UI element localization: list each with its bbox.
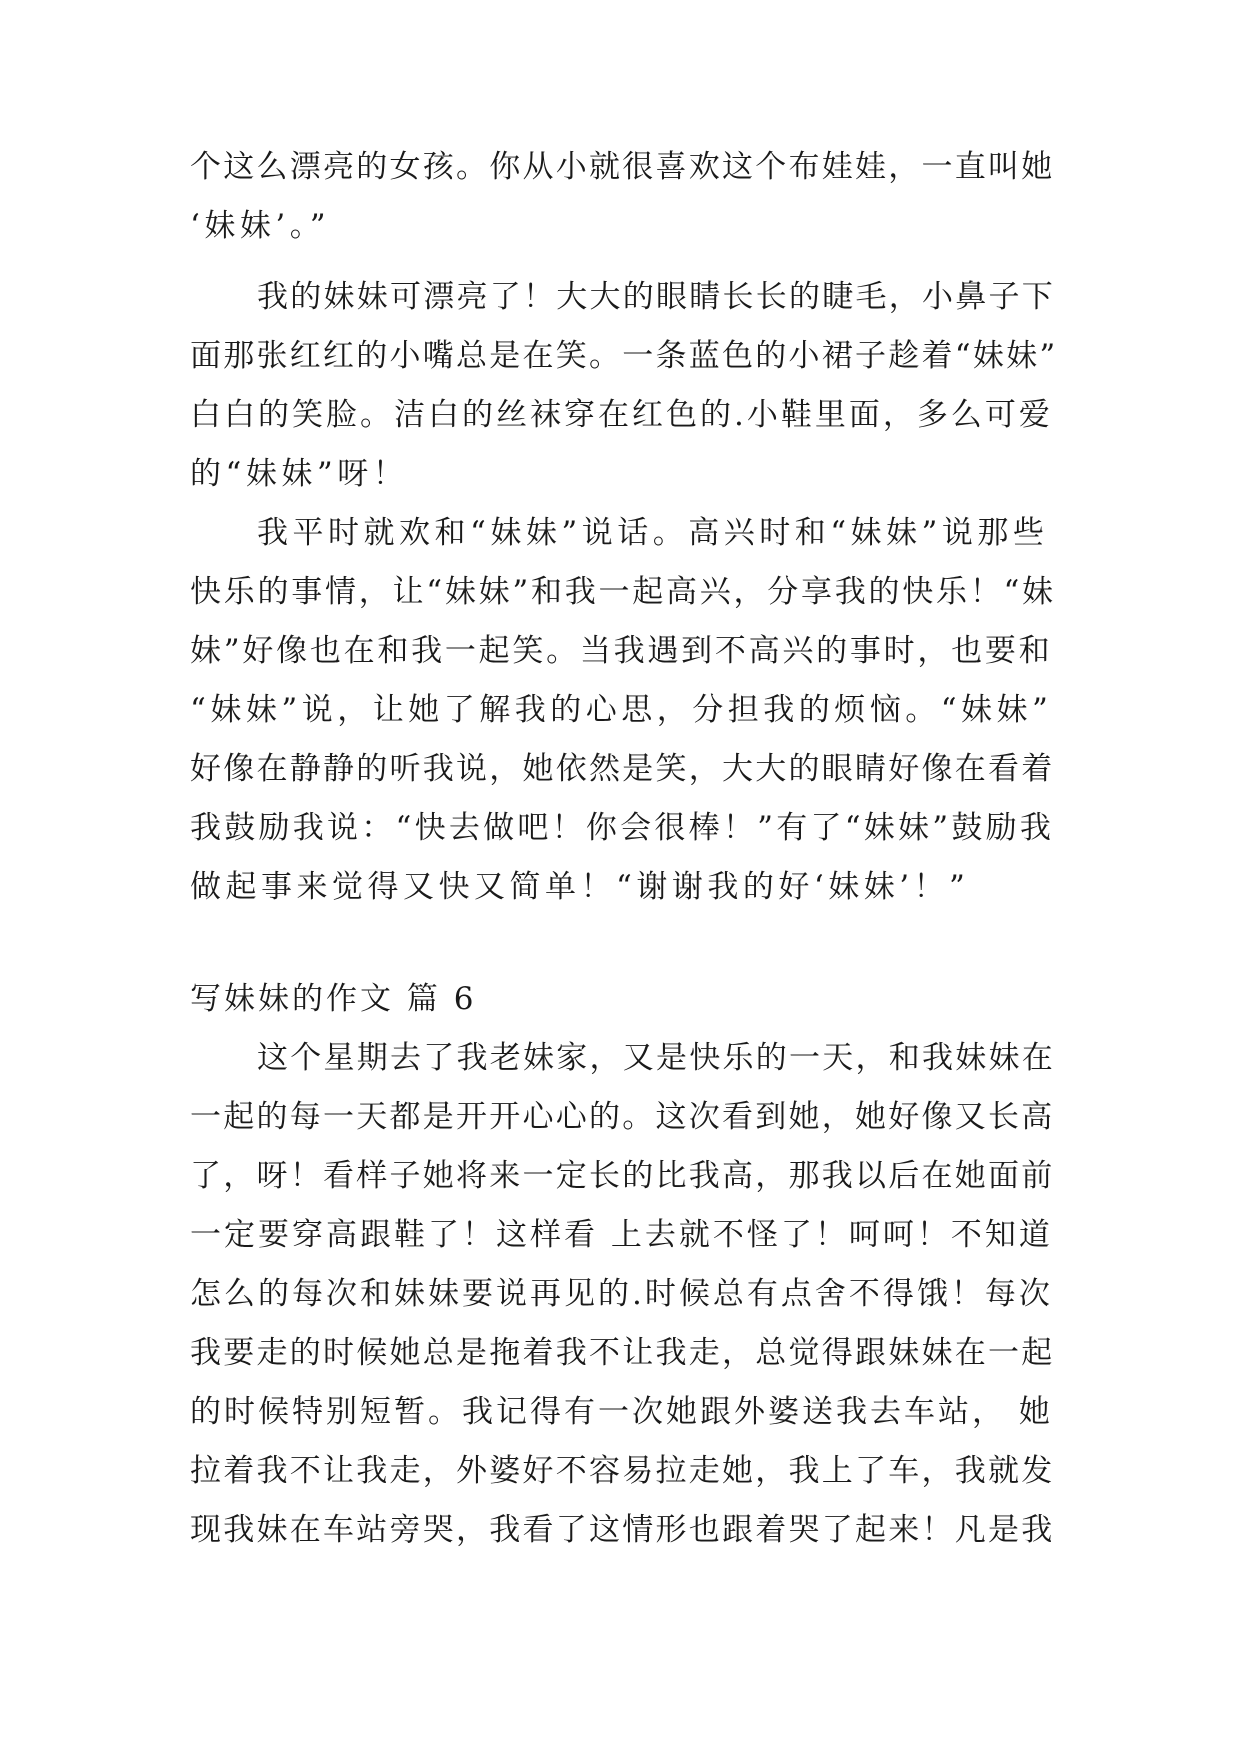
text-line: 我要走的时候她总是拖着我不让我走，总觉得跟妹妹在一起 bbox=[190, 1335, 1055, 1371]
text-line: 做起事来觉得又快又简单！“谢谢我的好‘妹妹’！” bbox=[190, 869, 970, 905]
text-line: 好像在静静的听我说，她依然是笑，大大的眼睛好像在看着 bbox=[190, 751, 1055, 787]
paragraph-start-line: 这个星期去了我老妹家，又是快乐的一天，和我妹妹在 bbox=[257, 1040, 1055, 1076]
text-line: 了，呀！看样子她将来一定长的比我高，那我以后在她面前 bbox=[190, 1158, 1055, 1194]
text-line: 快乐的事情，让“妹妹”和我一起高兴，分享我的快乐！“妹 bbox=[190, 574, 1056, 610]
text-line: 妹”好像也在和我一起笑。当我遇到不高兴的事时，也要和 bbox=[190, 633, 1053, 669]
text-line: ‘妹妹’。” bbox=[190, 208, 331, 244]
text-line: 一起的每一天都是开开心心的。这次看到她，她好像又长高 bbox=[190, 1099, 1055, 1135]
text-line: 现我妹在车站旁哭，我看了这情形也跟着哭了起来！凡是我 bbox=[190, 1512, 1055, 1548]
text-line: “妹妹”说，让她了解我的心思，分担我的烦恼。“妹妹” bbox=[190, 692, 1053, 728]
paragraph-start-line: 我的妹妹可漂亮了！大大的眼睛长长的睫毛，小鼻子下 bbox=[257, 279, 1055, 315]
text-line: 拉着我不让我走，外婆好不容易拉走她，我上了车，我就发 bbox=[190, 1453, 1055, 1489]
text-line: 个这么漂亮的女孩。你从小就很喜欢这个布娃娃，一直叫她 bbox=[190, 149, 1055, 185]
section-heading: 写妹妹的作文 篇 6 bbox=[190, 981, 477, 1017]
text-line: 面那张红红的小嘴总是在笑。一条蓝色的小裙子趁着“妹妹” bbox=[190, 338, 1058, 374]
text-line: 一定要穿高跟鞋了！这样看 上去就不怪了！呵呵！不知道 bbox=[190, 1217, 1053, 1253]
paragraph-start-line: 我平时就欢和“妹妹”说话。高兴时和“妹妹”说那些 bbox=[257, 515, 1049, 551]
text-line: 怎么的每次和妹妹要说再见的.时候总有点舍不得饿！每次 bbox=[190, 1276, 1053, 1312]
text-line: 我鼓励我说：“快去做吧！你会很棒！”有了“妹妹”鼓励我 bbox=[190, 810, 1055, 846]
text-line: 白白的笑脸。洁白的丝袜穿在红色的.小鞋里面，多么可爱 bbox=[190, 397, 1053, 433]
text-line: 的“妹妹”呀！ bbox=[190, 456, 409, 492]
text-line: 的时候特别短暂。我记得有一次她跟外婆送我去车站， 她 bbox=[190, 1394, 1053, 1430]
